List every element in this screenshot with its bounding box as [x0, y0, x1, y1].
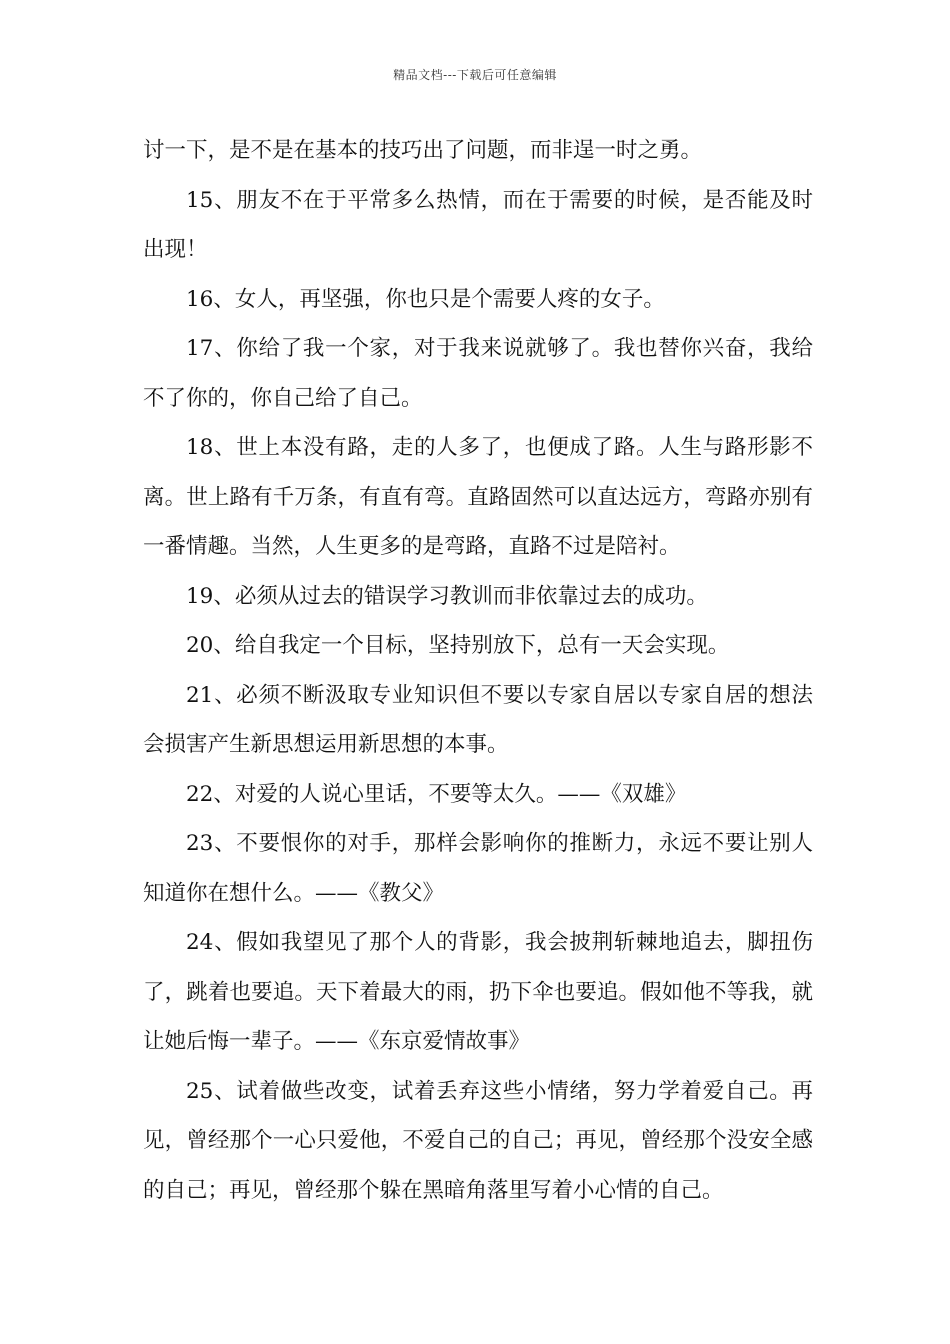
document-body [143, 126, 813, 1215]
paragraph-16: 16、女人，再坚强，你也只是个需要人疼的女子。 [186, 286, 665, 312]
paragraph-25: 25、试着做些改变，试着丢弃这些小情绪，努力学着爱自己。再见，曾经那个一心只爱他，不爱自己的自己；再见，曾经那个没安全感的自己；再见，曾经那个躲在黑暗角落里写着小心情的自己。 [143, 1078, 813, 1203]
page-header: 精品文档---下载后可任意编辑 [393, 68, 557, 82]
paragraph-22: 22、对爱的人说心里话，不要等太久。——《双雄》 [186, 781, 687, 807]
paragraph-20: 20、给自我定一个目标，坚持别放下，总有一天会实现。 [186, 633, 730, 658]
paragraph-23: 23、不要恨你的对手，那样会影响你的推断力，永远不要让别人知道你在想什么。——《教父》 [143, 831, 813, 906]
paragraph-15: 15、朋友不在于平常多么热情，而在于需要的时候，是否能及时出现！ [143, 187, 813, 262]
paragraph-continuation: 讨一下，是不是在基本的技巧出了问题，而非逞一时之勇。 [143, 138, 703, 163]
paragraph-19: 19、必须从过去的错误学习教训而非依靠过去的成功。 [186, 583, 708, 609]
paragraph-17: 17、你给了我一个家，对于我来说就够了。我也替你兴奋，我给不了你的，你自己给了自己。 [143, 336, 813, 411]
paragraph-18: 18、世上本没有路，走的人多了，也便成了路。人生与路形影不离。世上路有千万条，有直有弯。直路固然可以直达远方，弯路亦别有一番情趣。当然，人生更多的是弯路，直路不过是陪衬。 [143, 435, 813, 559]
paragraph-21: 21、必须不断汲取专业知识但不要以专家自居以专家自居的想法会损害产生新思想运用新思想的本事。 [143, 682, 813, 757]
paragraph-24: 24、假如我望见了那个人的背影，我会披荆斩棘地追去，脚扭伤了，跳着也要追。天下着最大的雨，扔下伞也要追。假如他不等我，就让她后悔一辈子。——《东京爱情故事》 [143, 930, 813, 1054]
